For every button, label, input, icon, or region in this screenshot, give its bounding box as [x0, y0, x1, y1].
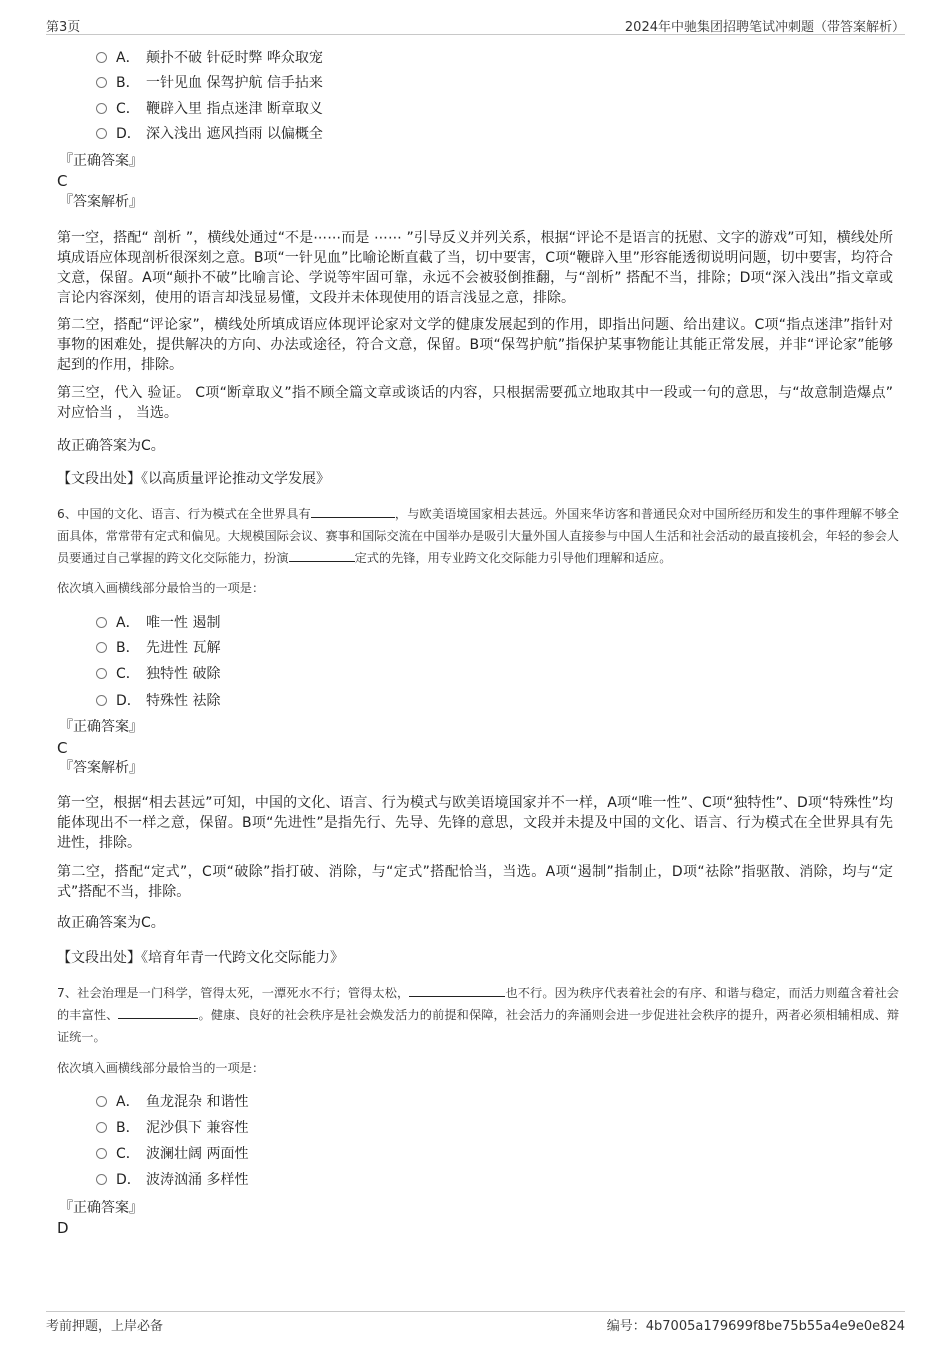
blank: [289, 547, 355, 562]
q5-analysis-label: 『答案解析』: [59, 194, 143, 210]
radio-icon[interactable]: [96, 642, 107, 653]
q7-option-c[interactable]: C． 波澜壮阔 两面性: [96, 1143, 248, 1165]
q5-option-a[interactable]: A． 颠扑不破 针砭时弊 哗众取宠: [96, 47, 323, 69]
blank: [409, 982, 505, 997]
q5-answer-label: 『正确答案』: [59, 153, 143, 169]
q5-option-b[interactable]: B． 一针见血 保驾护航 信手拈来: [96, 72, 323, 94]
blank: [311, 503, 395, 518]
q7-option-b[interactable]: B． 泥沙俱下 兼容性: [96, 1117, 248, 1139]
q5-analysis-p2: 第二空，搭配“评论家”，横线处所填成语应体现评论家对文学的健康发展起到的作用，即指出问题、给出建议。C项“指点迷津”指针对事物的困难处，提供解决的方向、办法或途径，符合文意，保留。B项“保驾护航”指保护某事物能让其能正常发展，并非“评论家”能够起到的作用，排除。: [57, 317, 893, 373]
q5-source: 【文段出处】《以高质量评论推动文学发展》: [57, 471, 330, 487]
q5-option-d[interactable]: D． 深入浅出 遮风挡雨 以偏概全: [96, 123, 323, 145]
blank: [118, 1004, 198, 1019]
q6-option-c[interactable]: C． 独特性 破除: [96, 663, 220, 685]
radio-icon[interactable]: [96, 668, 107, 679]
q6-option-b[interactable]: B． 先进性 瓦解: [96, 637, 220, 659]
q7-answer: D: [57, 1219, 69, 1237]
footer-slogan: 考前押题，上岸必备: [46, 1319, 164, 1334]
radio-icon[interactable]: [96, 617, 107, 628]
q6-analysis-label: 『答案解析』: [59, 760, 143, 776]
q6-option-a[interactable]: A． 唯一性 遏制: [96, 612, 220, 634]
q5-conclusion: 故正确答案为C。: [57, 438, 165, 454]
q6-option-d[interactable]: D． 特殊性 祛除: [96, 690, 220, 712]
q5-answer: C: [57, 172, 68, 190]
q7-answer-label: 『正确答案』: [59, 1200, 143, 1216]
document-code: 编号：4b7005a179699f8be75b55a4e9e0e824: [606, 1319, 905, 1334]
q7-option-d[interactable]: D． 波涛汹涌 多样性: [96, 1169, 248, 1191]
q6-source: 【文段出处】《培育年青一代跨文化交际能力》: [57, 950, 344, 966]
page-footer: [46, 1311, 905, 1334]
q5-option-c[interactable]: C． 鞭辟入里 指点迷津 断章取义: [96, 98, 323, 120]
q6-question-text: 6、中国的文化、语言、行为模式在全世界具有 ，与欧美语境国家相去甚远。外国来华访客和普通民众对中国所经历和发生的事件理解不够全面具体，常常带有定式和偏见。大规模国际会议、赛事和国际交流在中国举办是吸引大量外国人直接参与中国人生活和社会活动的最直接机会，年轻的参会人员要通过自己掌握的跨文化交际能力，扮演 定式的先锋，用专业跨文化交际能力引导他们理解和适应。: [57, 503, 899, 569]
q7-question-text: 7、社会治理是一门科学，管得太死，一潭死水不行；管得太松， 也不行。因为秩序代表着社会的有序、和谐与稳定，而活力则蕴含着社会的丰富性、 。健康、良好的社会秩序是社会焕发活力的前提和保障，社会活力的奔涌则会进一步促进社会秩序的提升，两者必须相辅相成、辩证统一。: [57, 982, 899, 1048]
radio-icon[interactable]: [96, 1148, 107, 1159]
radio-icon[interactable]: [96, 1174, 107, 1185]
q6-answer-label: 『正确答案』: [59, 719, 143, 735]
radio-icon[interactable]: [96, 128, 107, 139]
q6-prompt: 依次填入画横线部分最恰当的一项是：: [57, 581, 265, 595]
q6-analysis-p2: 第二空，搭配“定式”，C项“破除”指打破、消除，与“定式”搭配恰当，当选。A项“遏制”指制止，D项“祛除”指驱散、消除，均与“定式”搭配不当，排除。: [57, 864, 893, 900]
radio-icon[interactable]: [96, 103, 107, 114]
radio-icon[interactable]: [96, 695, 107, 706]
page-number: 第3页: [46, 20, 81, 35]
q5-analysis-p1: 第一空，搭配“ 剖析 ”，横线处通过“不是⋯⋯而是 ⋯⋯ ”引导反义并列关系，根据“评论不是语言的抚慰、文字的游戏”可知，横线处所填成语应体现剖析很深刻之意。B项“一针见血”比喻论断直截了当，切中要害，C项“鞭辟入里”形容能透彻说明问题，切中要害，均符合文意，保留。A项“颠扑不破”比喻言论、学说等牢固可靠，永远不会被驳倒推翻，与“剖析” 搭配不当，排除；D项“深入浅出”指文章或言论内容深刻，使用的语言却浅显易懂，文段并未体现使用的语言浅显之意，排除。: [57, 230, 893, 306]
q6-analysis-p1: 第一空，根据“相去甚远”可知，中国的文化、语言、行为模式与欧美语境国家并不一样，A项“唯一性”、C项“独特性”、D项“特殊性”均能体现出不一样之意，保留。B项“先进性”是指先行、先导、先锋的意思，文段并未提及中国的文化、语言、行为模式在全世界具有先进性，排除。: [57, 795, 893, 851]
q6-conclusion: 故正确答案为C。: [57, 915, 165, 931]
page-header: [46, 14, 905, 35]
radio-icon[interactable]: [96, 77, 107, 88]
radio-icon[interactable]: [96, 1096, 107, 1107]
q5-analysis-p3: 第三空，代入 验证。 C项“断章取义”指不顾全篇文章或谈话的内容，只根据需要孤立地取其中一段或一句的意思，与“故意制造爆点” 对应恰当 ， 当选。: [57, 385, 893, 421]
q7-prompt: 依次填入画横线部分最恰当的一项是：: [57, 1061, 265, 1075]
radio-icon[interactable]: [96, 52, 107, 63]
q6-answer: C: [57, 739, 68, 757]
document-title: 2024年中驰集团招聘笔试冲刺题（带答案解析）: [624, 20, 905, 35]
q7-option-a[interactable]: A． 鱼龙混杂 和谐性: [96, 1091, 248, 1113]
radio-icon[interactable]: [96, 1122, 107, 1133]
